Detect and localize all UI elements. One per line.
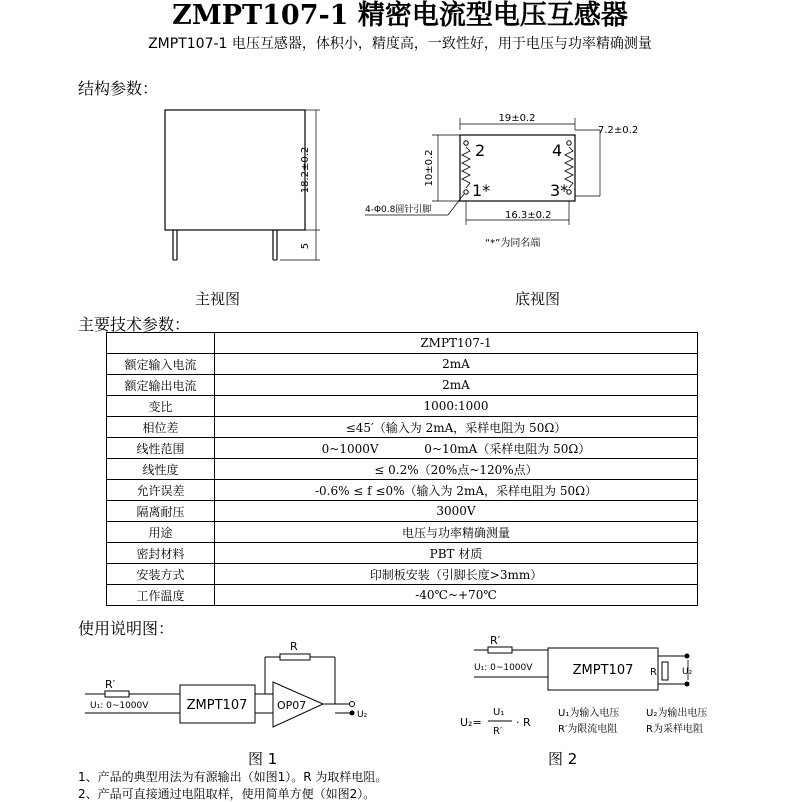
same-name-note: “*”为同名端 — [485, 238, 541, 249]
legend-r-limit: R′为限流电阻 — [558, 724, 618, 735]
table-row — [107, 480, 698, 501]
legend-u2: U₂为输出电压 — [646, 708, 708, 719]
spec-value: 电压与功率精确测量 — [215, 522, 698, 543]
fig1-device-label: ZMPT107 — [186, 698, 248, 713]
spec-value: 印制板安装（引脚长度>3mm） — [215, 564, 698, 585]
table-row — [107, 417, 698, 438]
spec-label: 密封材料 — [107, 543, 215, 564]
front-body — [165, 110, 305, 230]
table-row — [107, 585, 698, 606]
front-view-drawing — [150, 100, 330, 265]
usage-note-2: 2、产品可直接通过电阻取样，使用简单方便（如图2）。 — [78, 787, 376, 801]
formula-tail: · R — [516, 716, 531, 729]
table-row — [107, 333, 698, 354]
table-row — [107, 375, 698, 396]
fig1-r-feedback-label: R — [290, 640, 298, 653]
front-view-caption: 主视图 — [195, 290, 241, 308]
formula-denominator: R′ — [493, 726, 503, 737]
fig1-opamp-label: OP07 — [277, 699, 307, 712]
front-pin-dim: 5 — [300, 242, 311, 250]
fig2-input-label: U₁: 0~1000V — [474, 663, 533, 673]
table-cell — [107, 333, 215, 354]
legend-r-sample: R为采样电阻 — [646, 724, 703, 735]
usage-note-1: 1、产品的典型用法为有源输出（如图1）。R 为取样电阻。 — [78, 770, 388, 784]
legend-u1: U₁为输入电压 — [558, 708, 620, 719]
figure-2-caption: 图 2 — [548, 750, 578, 768]
bottom-pin-spacing-dim: 16.3±0.2 — [505, 210, 552, 221]
bottom-right-dim: 7.2±0.2 — [598, 125, 639, 136]
spec-label: 额定输出电流 — [107, 375, 215, 396]
spec-label: 相位差 — [107, 417, 215, 438]
spec-label: 额定输入电流 — [107, 354, 215, 375]
pin-note: 4-Φ0.8圆针引脚 — [365, 205, 432, 215]
table-row — [107, 438, 698, 459]
formula-numerator: U₁ — [493, 707, 505, 718]
page-title: ZMPT107-1 精密电流型电压互感器 — [172, 0, 628, 31]
fig1-output-label: U₂ — [357, 710, 368, 720]
bottom-view-drawing — [360, 108, 690, 258]
bottom-width-dim: 19±0.2 — [498, 113, 536, 124]
figure-1-caption: 图 1 — [248, 750, 278, 768]
fig2-r-input-label: R′ — [490, 634, 501, 647]
pin-4-label: 4 — [552, 141, 563, 160]
specs-heading: 主要技术参数： — [78, 315, 191, 334]
spec-value: 2mA — [215, 354, 698, 375]
spec-value: 0~1000V 0~10mA（采样电阻为 50Ω） — [215, 438, 698, 459]
fig1-input-label: U₁: 0~1000V — [90, 701, 149, 711]
spec-value: -40℃~+70℃ — [215, 585, 698, 606]
figure-1-circuit — [85, 635, 385, 735]
spec-label: 变比 — [107, 396, 215, 417]
page-subtitle: ZMPT107-1 电压互感器，体积小，精度高，一致性好，用于电压与功率精确测量 — [148, 36, 652, 52]
pin-1-label: 1* — [472, 181, 491, 200]
table-row — [107, 543, 698, 564]
table-row — [107, 396, 698, 417]
table-row — [107, 522, 698, 543]
usage-heading: 使用说明图： — [78, 619, 175, 638]
spec-value: ≤ 0.2%（20%点~120%点） — [215, 459, 698, 480]
spec-label: 安装方式 — [107, 564, 215, 585]
fig2-r-sample-label: R — [650, 667, 657, 678]
spec-label: 工作温度 — [107, 585, 215, 606]
table-row — [107, 354, 698, 375]
fig2-device-label: ZMPT107 — [572, 663, 634, 678]
spec-value: ≤45′（输入为 2mA，采样电阻为 50Ω） — [215, 417, 698, 438]
formula-lhs: U₂= — [460, 716, 482, 729]
spec-value: 2mA — [215, 375, 698, 396]
pin-3-label: 3* — [550, 181, 569, 200]
table-row — [107, 564, 698, 585]
table-row — [107, 501, 698, 522]
table-row — [107, 459, 698, 480]
bottom-height-dim: 10±0.2 — [424, 149, 435, 187]
fig2-output-label: U₂ — [682, 667, 693, 677]
spec-label: 隔离耐压 — [107, 501, 215, 522]
spec-value: 1000:1000 — [215, 396, 698, 417]
structure-heading: 结构参数： — [78, 79, 159, 98]
fig1-r-input-label: R′ — [105, 678, 116, 691]
spec-label: 线性度 — [107, 459, 215, 480]
spec-table — [106, 332, 698, 606]
figure-2-circuit — [460, 632, 760, 747]
spec-label: 允许误差 — [107, 480, 215, 501]
model-cell: ZMPT107-1 — [215, 333, 698, 354]
spec-label: 线性范围 — [107, 438, 215, 459]
front-height-dim: 18.2±0.2 — [300, 146, 311, 194]
bottom-view-caption: 底视图 — [515, 290, 561, 308]
spec-value: -0.6% ≤ f ≤0%（输入为 2mA，采样电阻为 50Ω） — [215, 480, 698, 501]
spec-label: 用途 — [107, 522, 215, 543]
pin-2-label: 2 — [475, 141, 486, 160]
spec-value: 3000V — [215, 501, 698, 522]
spec-value: PBT 材质 — [215, 543, 698, 564]
